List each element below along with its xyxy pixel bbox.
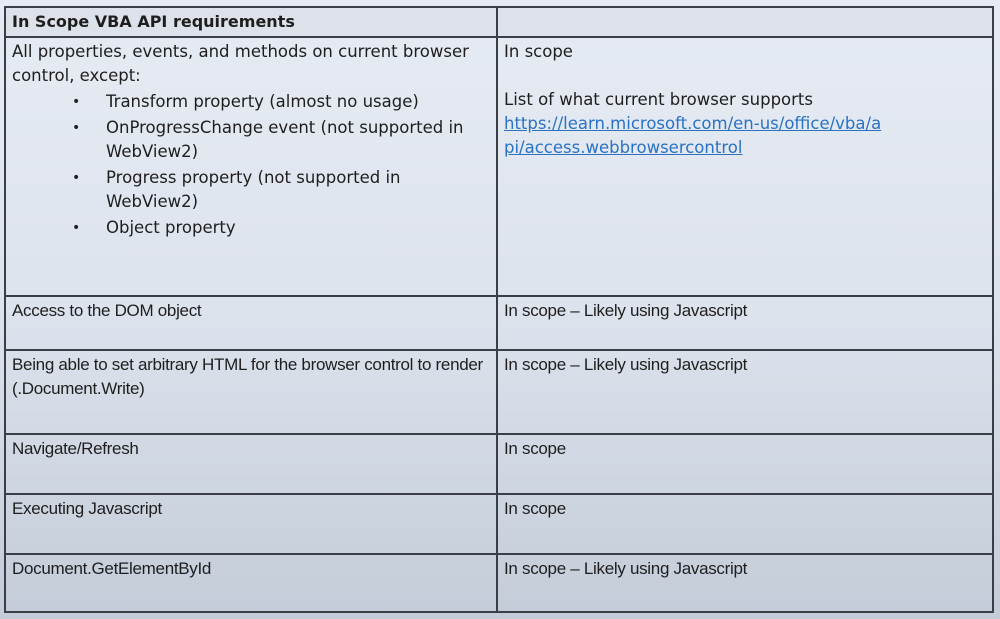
status-cell: In scope – Likely using Javascript <box>504 559 748 578</box>
exception-item: • Progress property (not supported in WebView2) <box>72 166 490 214</box>
table-row <box>6 297 992 351</box>
documentation-link[interactable]: https://learn.microsoft.com/en-us/office/vba/api/access.webbrowsercontrol <box>504 114 882 157</box>
status-cell: In scope <box>504 499 566 518</box>
header-cell-requirements: In Scope VBA API requirements <box>6 8 498 36</box>
exception-item: • OnProgressChange event (not supported in WebView2) <box>72 116 490 164</box>
exception-item: • Transform property (almost no usage) <box>72 90 490 114</box>
requirement-text: All properties, events, and methods on current browser control, except: <box>12 42 469 85</box>
table-row <box>6 435 992 495</box>
requirement-cell <box>6 38 498 295</box>
status-text: In scope <box>504 42 573 61</box>
table-row <box>6 495 992 555</box>
status-cell <box>498 38 992 295</box>
note-text: List of what current browser supports <box>504 90 813 109</box>
requirement-cell: Being able to set arbitrary HTML for the browser control to render (.Document.Write) <box>6 351 498 433</box>
status-cell: In scope <box>504 439 566 458</box>
requirement-cell: Access to the DOM object <box>6 297 498 349</box>
status-cell: In scope – Likely using Javascript <box>504 355 748 374</box>
requirement-cell: Navigate/Refresh <box>6 435 498 493</box>
table-row <box>6 351 992 435</box>
exception-item: • Object property <box>72 216 490 240</box>
table-header-row <box>6 8 992 38</box>
table-row <box>6 38 992 297</box>
requirement-cell: Document.GetElementById <box>6 555 498 611</box>
exceptions-list <box>12 90 490 240</box>
requirements-table <box>4 6 994 613</box>
table-row <box>6 555 992 611</box>
requirement-cell: Executing Javascript <box>6 495 498 553</box>
status-cell: In scope – Likely using Javascript <box>504 301 748 320</box>
header-cell-status <box>498 8 992 36</box>
